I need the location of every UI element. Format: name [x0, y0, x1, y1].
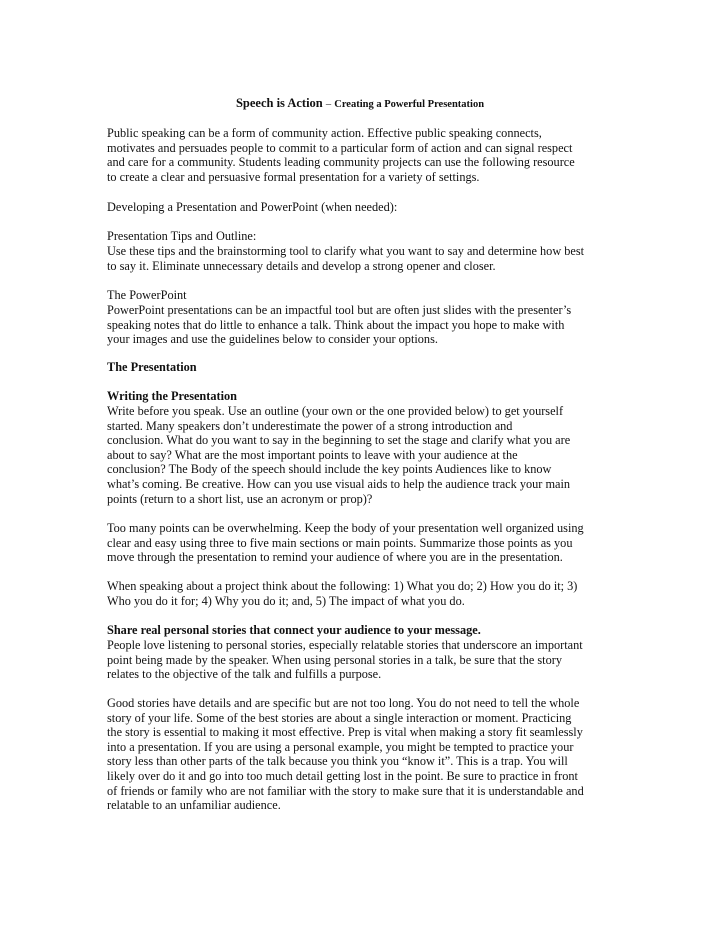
writing-heading: Writing the Presentation [107, 389, 238, 403]
powerpoint-heading: The PowerPoint [107, 288, 187, 302]
presentation-heading: The Presentation [107, 360, 197, 374]
powerpoint-paragraph: PowerPoint presentations can be an impactful tool but are often just slides with the presenter’s speaking notes that do little to enhance a talk. Think about the impact you hope to make with your images and use the guidelines below to consider your options. [107, 303, 572, 347]
intro-paragraph: Public speaking can be a form of community action. Effective public speaking connects, motivates and persuades people to commit to a particular form of action and can signal respect and care for a community. Students leading community projects can use the following resource to create a clear and persuasive formal presentation for a variety of settings. [107, 126, 575, 184]
title-main: Speech is Action [235, 96, 323, 110]
too-many-points-paragraph: Too many points can be overwhelming. Keep the body of your presentation well organized using clear and easy using three to five main sections or main points. Summarize those points as you move through the presentation to remind your audience of where you are in the presentation. [107, 521, 584, 565]
stories-paragraph: People love listening to personal stories, especially relatable stories that underscore an important point being made by the speaker. When using personal stories in a talk, be sure that the story relates to the objective of the talk and fulfills a purpose. [107, 638, 583, 682]
stories-heading: Share real personal stories that connect your audience to your message. [107, 623, 481, 637]
tips-paragraph: Use these tips and the brainstorming tool to clarify what you want to say and determine how best to say it. Eliminate unnecessary details and develop a strong opener and closer. [107, 244, 585, 273]
title-dash: – [325, 99, 332, 110]
page-title [0, 96, 720, 111]
project-paragraph: When speaking about a project think about the following: 1) What you do; 2) How you do it; 3) Who you do it for; 4) Why you do it; and, 5) The impact of what you do. [107, 579, 578, 608]
writing-paragraph: Write before you speak. Use an outline (your own or the one provided below) to get yourself started. Many speakers don’t underestimate the power of a strong introduction and conclusion. What do you want to say in the beginning to set the stage and clarify what you are about to say? What are the most important points to leave with your audience at the conclusion? The Body of the speech should include the key points Audiences like to know what’s coming. Be creative. How can you use visual aids to help the audience track your main points (return to a short list, use an acronym or prop)? [107, 404, 571, 506]
tips-heading: Presentation Tips and Outline: [107, 229, 257, 243]
good-stories-paragraph: Good stories have details and are specific but are not too long. You do not need to tell the whole story of your life. Some of the best stories are about a single interaction or moment. Practicing the story is essential to making it most effective. Prep is vital when making a story fit seamlessly into a presentation. If you are using a personal example, you might be tempted to practice your story less than other parts of the talk because you think you “know it”. This is a trap. You will likely over do it and go into too much detail getting lost in the point. Be sure to practice in front of friends or family who are not familiar with the story to make sure that it is understandable and relatable to an unfamiliar audience. [107, 696, 584, 813]
title-subtitle: Creating a Powerful Presentation [334, 99, 485, 110]
developing-heading: Developing a Presentation and PowerPoint (when needed): [107, 200, 398, 214]
